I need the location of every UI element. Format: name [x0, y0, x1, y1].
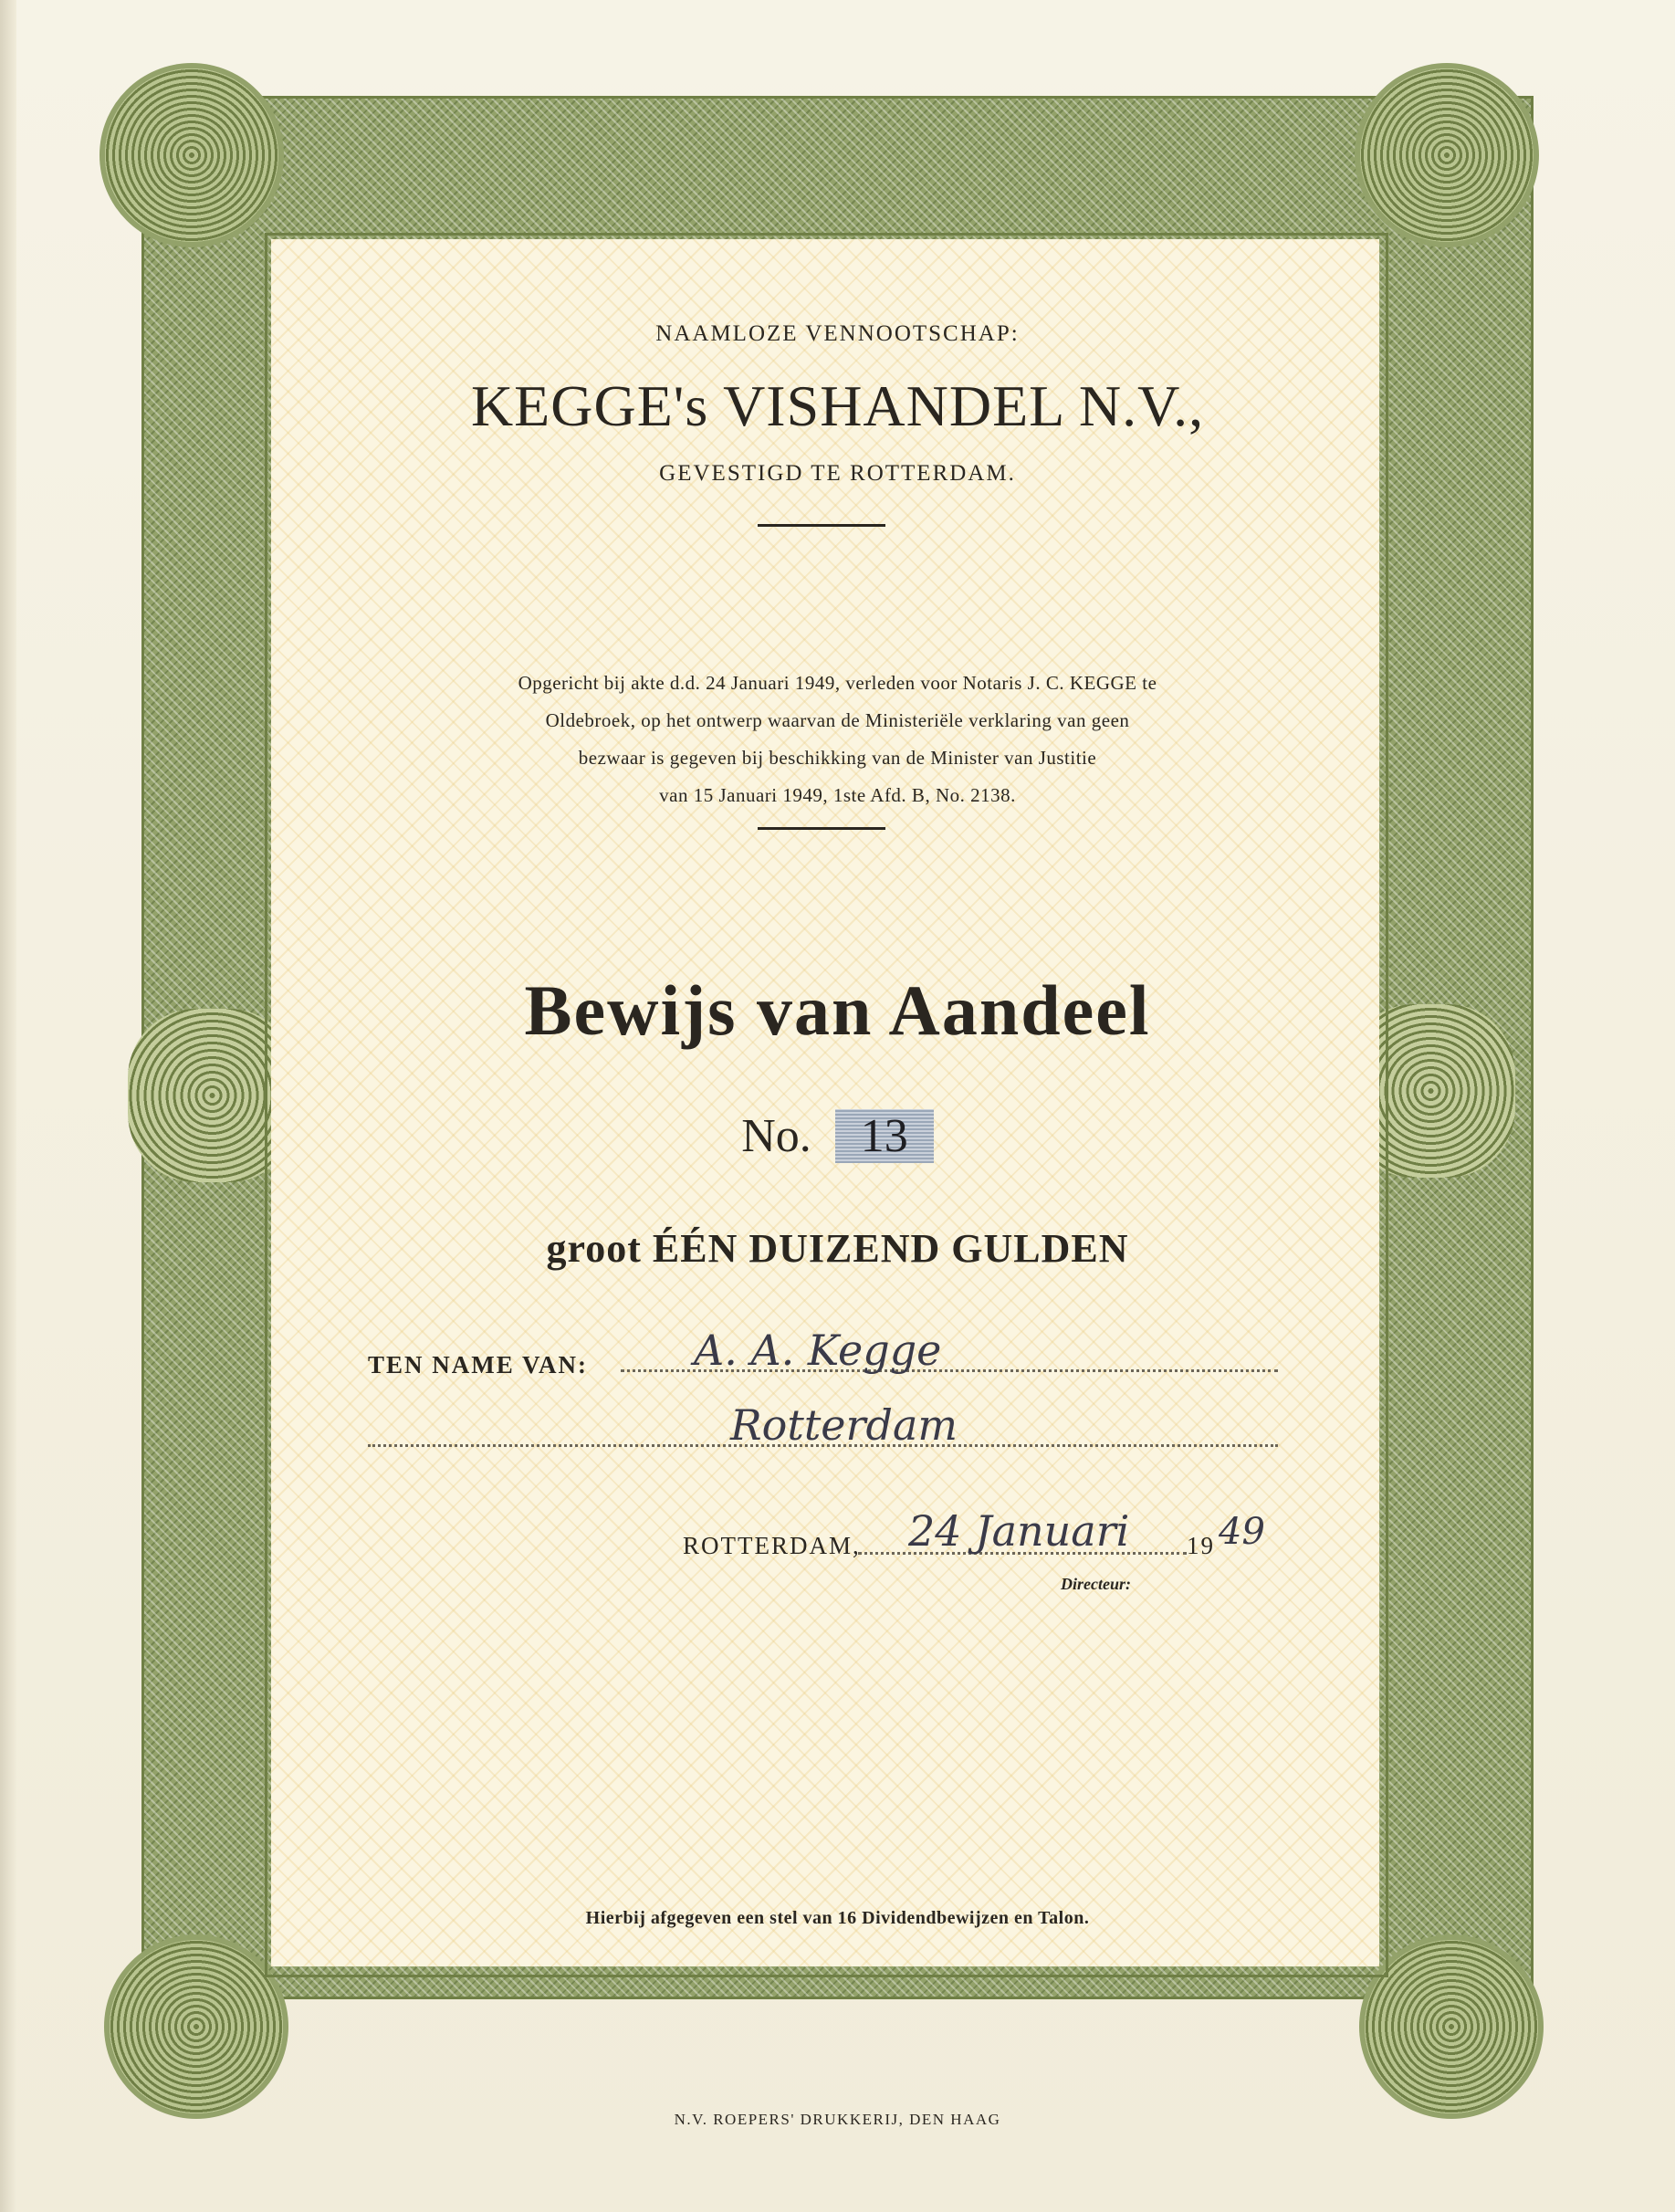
year-handwritten: 49 [1219, 1511, 1265, 1553]
incorporation-line: bezwaar is gegeven bij beschikking van de Minister van Justitie [578, 747, 1097, 769]
divider-rule [758, 524, 885, 527]
certificate-number [0, 1109, 1675, 1163]
incorporation-line: Opgericht bij akte d.d. 24 Januari 1949, verleden voor Notaris J. C. KEGGE te [518, 672, 1157, 694]
company-seat: GEVESTIGD TE ROTTERDAM. [659, 461, 1016, 486]
company-name: KEGGE's VISHANDEL N.V., [470, 373, 1205, 438]
incorporation-text [393, 665, 1282, 814]
corner-rosette-top-right [1360, 68, 1534, 242]
corner-rosette-bottom-left [110, 1940, 283, 2113]
number-label: No. [741, 1110, 811, 1162]
certificate-title: Bewijs van Aandeel [524, 970, 1151, 1050]
director-label: Directeur: [1061, 1575, 1131, 1593]
incorporation-line: Oldebroek, op het ontwerp waarvan de Ministeriële verklaring van geen [545, 709, 1130, 731]
holder-city-handwritten: Rotterdam [730, 1400, 958, 1450]
corner-rosette-top-left [105, 68, 278, 242]
date-handwritten: 24 Januari [908, 1506, 1130, 1556]
number-stamp: 13 [835, 1109, 934, 1163]
company-type: NAAMLOZE VENNOOTSCHAP: [655, 321, 1020, 346]
printer-imprint: N.V. ROEPERS' DRUKKERIJ, DEN HAAG [674, 2111, 1001, 2128]
divider-rule [758, 827, 885, 830]
holder-label: TEN NAME VAN: [368, 1351, 589, 1379]
incorporation-line: van 15 Januari 1949, 1ste Afd. B, No. 2138. [659, 784, 1016, 806]
share-amount: groot ÉÉN DUIZEND GULDEN [546, 1226, 1129, 1271]
inner-frame-line [265, 233, 1388, 1977]
place-label: ROTTERDAM, [683, 1532, 861, 1559]
corner-rosette-bottom-right [1365, 1940, 1538, 2113]
holder-name-handwritten: A. A. Kegge [694, 1326, 942, 1375]
talon-note: Hierbij afgegeven een stel van 16 Dividendbewijzen en Talon. [585, 1908, 1090, 1928]
year-printed: 19 [1187, 1532, 1215, 1559]
